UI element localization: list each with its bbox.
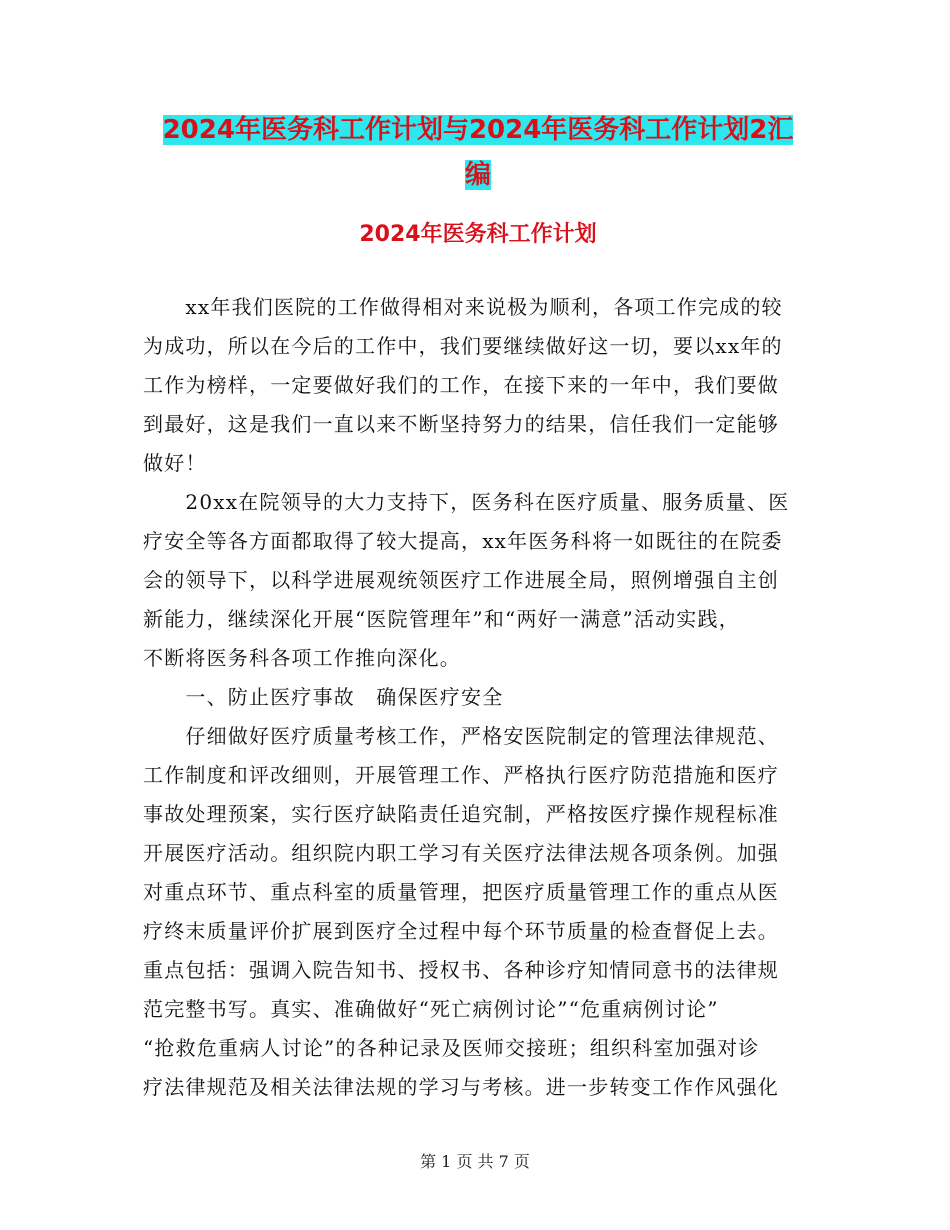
text-line: 疗安全等各方面都取得了较大提高，xx年医务科将一如既往的在院委 [143,529,783,553]
text-line: 仔细做好医疗质量考核工作，严格安医院制定的管理法律规范、 [143,724,779,748]
text-line: 事故处理预案，实行医疗缺陷责任追究制，严格按医疗操作规程标准 [143,802,779,826]
section-title: 2024年医务科工作计划 [359,222,597,247]
text-line: 到最好，这是我们一直以来不断坚持努力的结果，信任我们一定能够 [143,412,779,436]
text-line: 疗法律规范及相关法律法规的学习与考核。进一步转变工作作风强化 [143,1075,779,1099]
text-line: “抢救危重病人讨论”的各种记录及医师交接班；组织科室加强对诊 [143,1036,760,1060]
text-line: 工作为榜样，一定要做好我们的工作，在接下来的一年中，我们要做 [143,373,779,397]
text-line: 重点包括：强调入院告知书、授权书、各种诊疗知情同意书的法律规 [143,958,779,982]
text-line: 范完整书写。真实、准确做好“死亡病例讨论”“危重病例讨论” [143,997,719,1021]
text-line: 做好！ [143,451,207,475]
text-line: 开展医疗活动。组织院内职工学习有关医疗法律法规各项条例。加强 [143,841,779,865]
document-title [143,108,813,198]
text-line: xx年我们医院的工作做得相对来说极为顺利，各项工作完成的较 [143,295,783,319]
text-line: 为成功，所以在今后的工作中，我们要继续做好这一切，要以xx年的 [143,334,783,358]
text-line: 对重点环节、重点科室的质量管理，把医疗质量管理工作的重点从医 [143,880,779,904]
section-heading: 一、防止医疗事故 确保医疗安全 [143,685,504,709]
text-line: 会的领导下，以科学进展观统领医疗工作进展全局，照例增强自主创 [143,568,779,592]
title-line-2: 编 [464,160,491,190]
text-line: 新能力，继续深化开展“医院管理年”和“两好一满意”活动实践， [143,607,740,631]
title-line-1: 2024年医务科工作计划与2024年医务科工作计划2汇 [162,115,794,145]
page-footer: 第 1 页 共 7 页 [420,1152,530,1171]
text-line: 工作制度和评改细则，开展管理工作、严格执行医疗防范措施和医疗 [143,763,779,787]
text-line: 20xx在院领导的大力支持下，医务科在医疗质量、服务质量、医 [143,490,790,514]
text-line: 不断将医务科各项工作推向深化。 [143,646,461,670]
text-line: 疗终末质量评价扩展到医疗全过程中每个环节质量的检查督促上去。 [143,919,779,943]
